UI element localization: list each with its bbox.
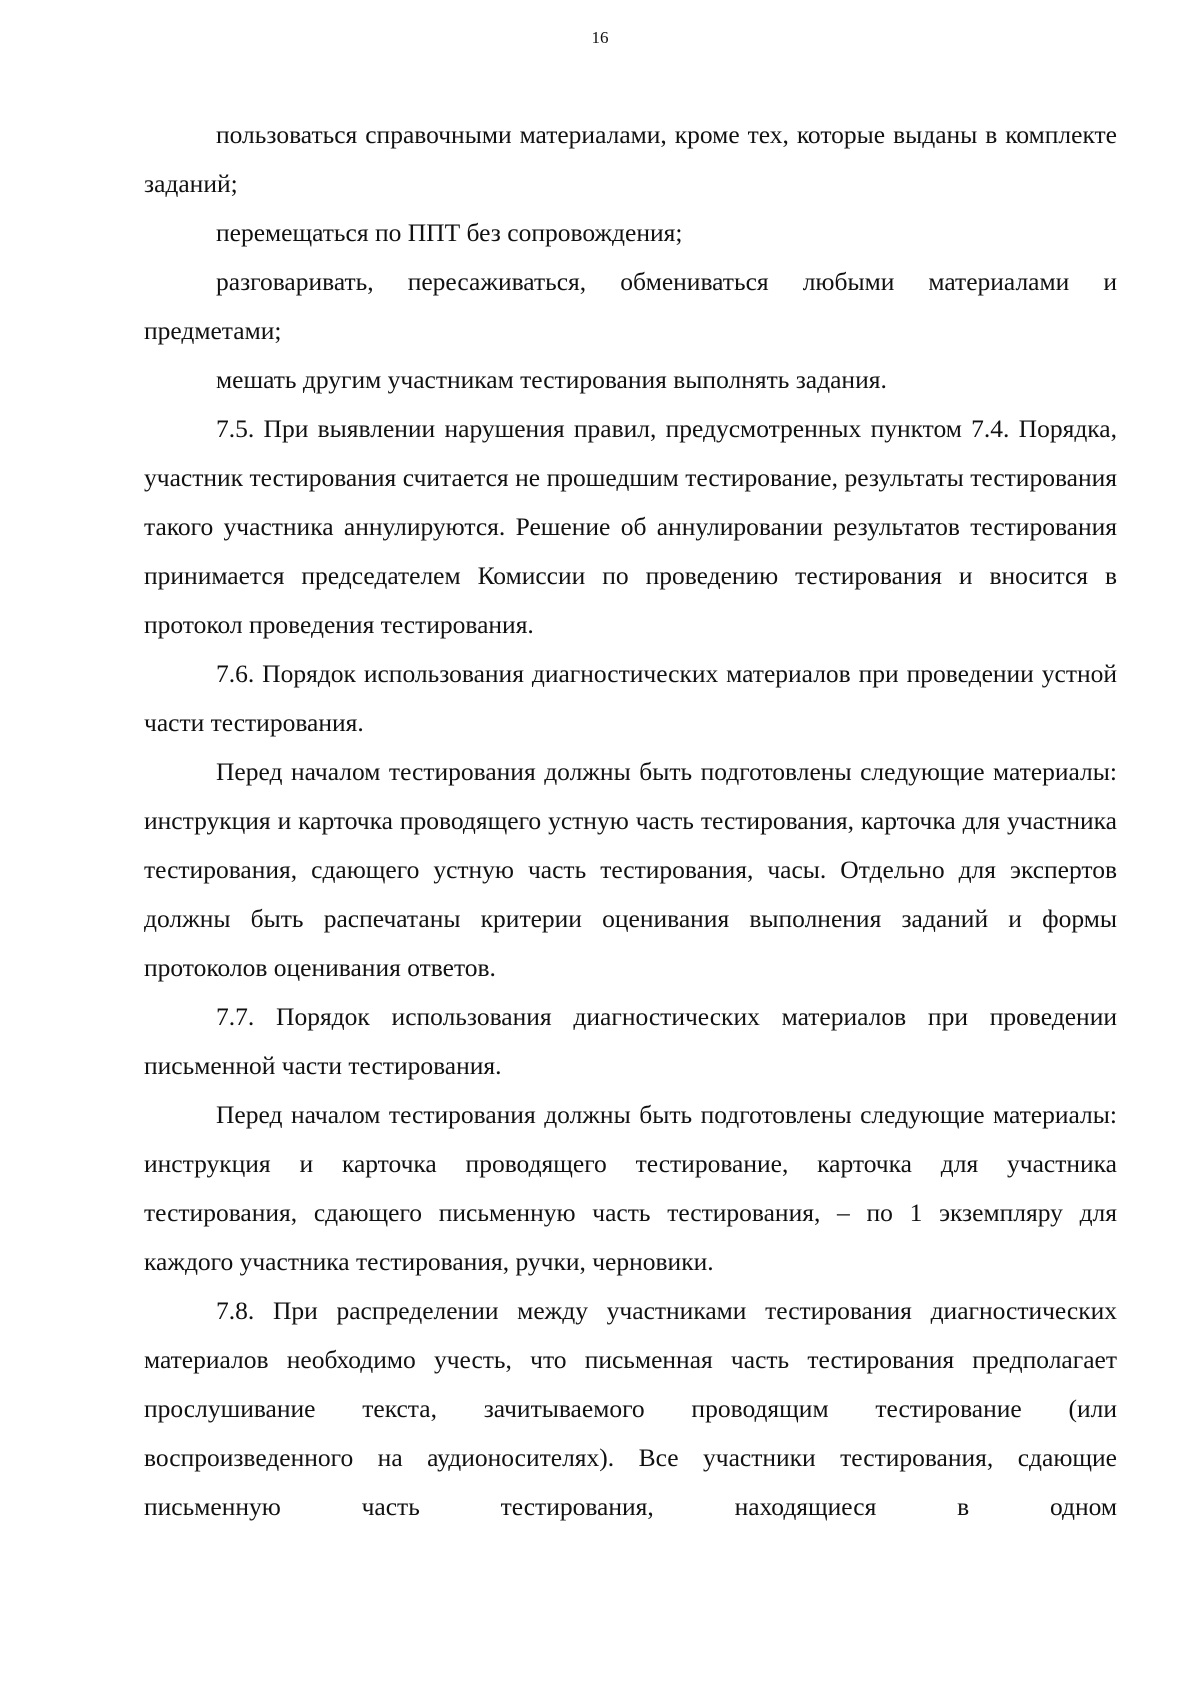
paragraph-reference-materials: пользоваться справочными материалами, кроме тех, которые выданы в комплекте заданий; (144, 120, 1117, 198)
paragraph-7-7: 7.7. Порядок использования диагностических материалов при проведении письменной части тестирования. (144, 1002, 1117, 1080)
paragraph-oral-materials: Перед началом тестирования должны быть подготовлены следующие материалы: инструкция и карточка проводящего устную часть тестирования, карточка для участника тестирования, сдающего устную часть тестирования, часы. Отдельно для экспертов должны быть распечатаны критерии оценивания выполнения заданий и формы протоколов оценивания ответов. (144, 757, 1117, 982)
paragraph-7-8: 7.8. При распределении между участниками тестирования диагностических материалов необходимо учесть, что письменная часть тестирования предполагает прослушивание текста, зачитываемого проводящим тестирование (или воспроизведенного на аудионосителях). Все участники тестирования, сдающие письменную часть тестирования, находящиеся в одном (144, 1296, 1117, 1521)
page-number: 16 (591, 28, 609, 47)
paragraph-written-materials: Перед началом тестирования должны быть подготовлены следующие материалы: инструкция и карточка проводящего тестирование, карточка для участника тестирования, сдающего письменную часть тестирования, – по 1 экземпляру для каждого участника тестирования, ручки, черновики. (144, 1100, 1117, 1276)
paragraph-disturbing: мешать другим участникам тестирования выполнять задания. (216, 365, 887, 394)
paragraph-moving-ppt: перемещаться по ППТ без сопровождения; (216, 218, 683, 247)
paragraph-talking: разговаривать, пересаживаться, обмениваться любыми материалами и предметами; (144, 267, 1117, 345)
paragraph-7-5: 7.5. При выявлении нарушения правил, предусмотренных пунктом 7.4. Порядка, участник тестирования считается не прошедшим тестирование, результаты тестирования такого участника аннулируются. Решение об аннулировании результатов тестирования принимается председателем Комиссии по проведению тестирования и вносится в протокол проведения тестирования. (144, 414, 1117, 639)
document-body (144, 110, 1117, 1531)
paragraph-7-6: 7.6. Порядок использования диагностических материалов при проведении устной части тестирования. (144, 659, 1117, 737)
